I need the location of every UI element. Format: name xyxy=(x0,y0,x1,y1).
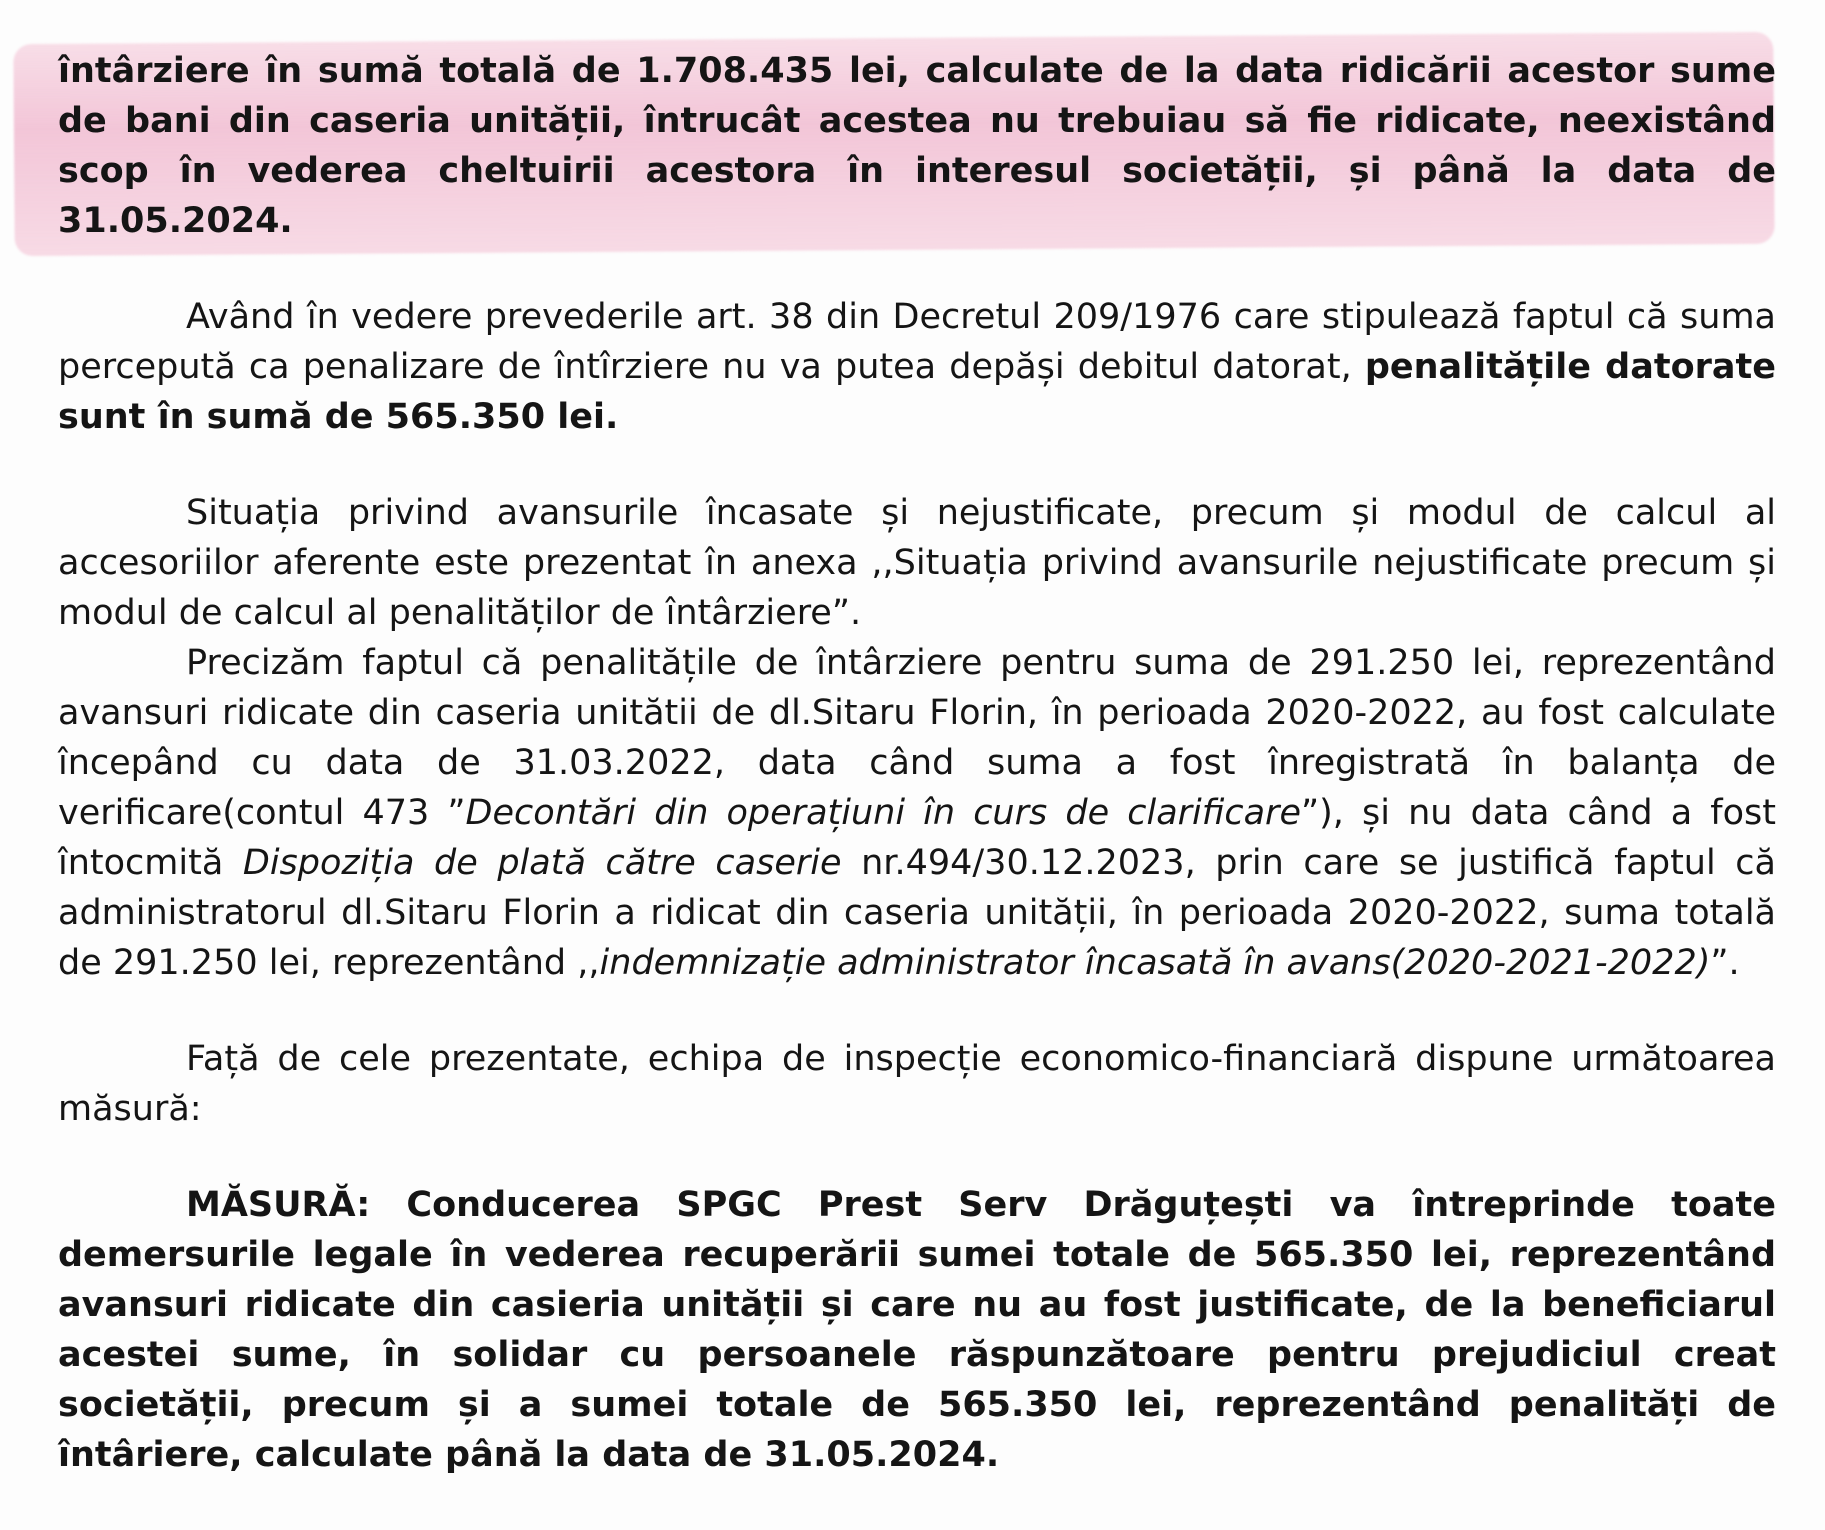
account-name-italic: Decontări din operațiuni în curs de clarificare xyxy=(465,793,1301,833)
decree-reference-text: Având în vedere prevederile art. 38 din Decretul 209/1976 care stipulează faptul că suma percepută ca penalizare de întîrziere nu va putea depăși debitul datorat, xyxy=(58,297,1776,387)
document-body xyxy=(58,46,1776,1480)
paragraph-decree-reference xyxy=(58,292,1776,442)
calc-text-4: ”. xyxy=(1710,943,1740,983)
paragraph-annex-reference: Situația privind avansurile încasate și nejustificate, precum și modul de calcul al accesoriilor aferente este prezentat în anexa ,,Situația privind avansurile nejustificate precum și modul de calcul al penalităților de întârziere”. xyxy=(58,493,1776,633)
calc-text-3: nr.494/30.12.2023, prin care se justifică faptul că administratorul dl.Sitaru Florin a ridicat din caseria unității, în perioada 2020-2022, suma totală de 291.250 lei, reprezentând ,, xyxy=(58,843,1776,983)
paragraph-penalty-calculation xyxy=(58,638,1776,988)
indemnity-italic: indemnizație administrator încasată în avans(2020-2021-2022) xyxy=(599,943,1711,983)
paragraph-team-disposes: Față de cele prezentate, echipa de inspecție economico-financiară dispune următoarea măsură: xyxy=(58,1039,1776,1129)
paragraph-measure: MĂSURĂ: Conducerea SPGC Prest Serv Drăguțești va întreprinde toate demersurile legale în vederea recuperării sumei totale de 565.350 lei, reprezentând avansuri ridicate din casieria unității și care nu au fost justificate, de la beneficiarul acestei sume, în solidar cu persoanele răspunzătoare pentru prejudiciul creat societății, precum și a sumei totale de 565.350 lei, reprezentând penalități de întâriere, calculate până la data de 31.05.2024. xyxy=(58,1185,1776,1475)
payment-order-italic: Dispoziția de plată către caserie xyxy=(242,843,842,883)
calc-text-2: ”), și nu data când a fost întocmită xyxy=(58,793,1776,883)
calc-text-1: Precizăm faptul că penalitățile de întârziere pentru suma de 291.250 lei, reprezentând avansuri ridicate din caseria unitătii de dl.Sitaru Florin, în perioada 2020-2022, au fost calculate începând cu data de 31.03.2022, data când suma a fost înregistrată în balanța de verificare(contul 473 ” xyxy=(58,643,1776,833)
paragraph-late-fees-total: întârziere în sumă totală de 1.708.435 lei, calculate de la data ridicării acestor sume de bani din caseria unității, întrucât acestea nu trebuiau să fie ridicate, neexistând scop în vederea cheltuirii acestora în interesul societății, și până la data de 31.05.2024. xyxy=(58,51,1776,241)
penalties-due-statement: penalitățile datorate sunt în sumă de 565.350 lei. xyxy=(58,347,1776,437)
